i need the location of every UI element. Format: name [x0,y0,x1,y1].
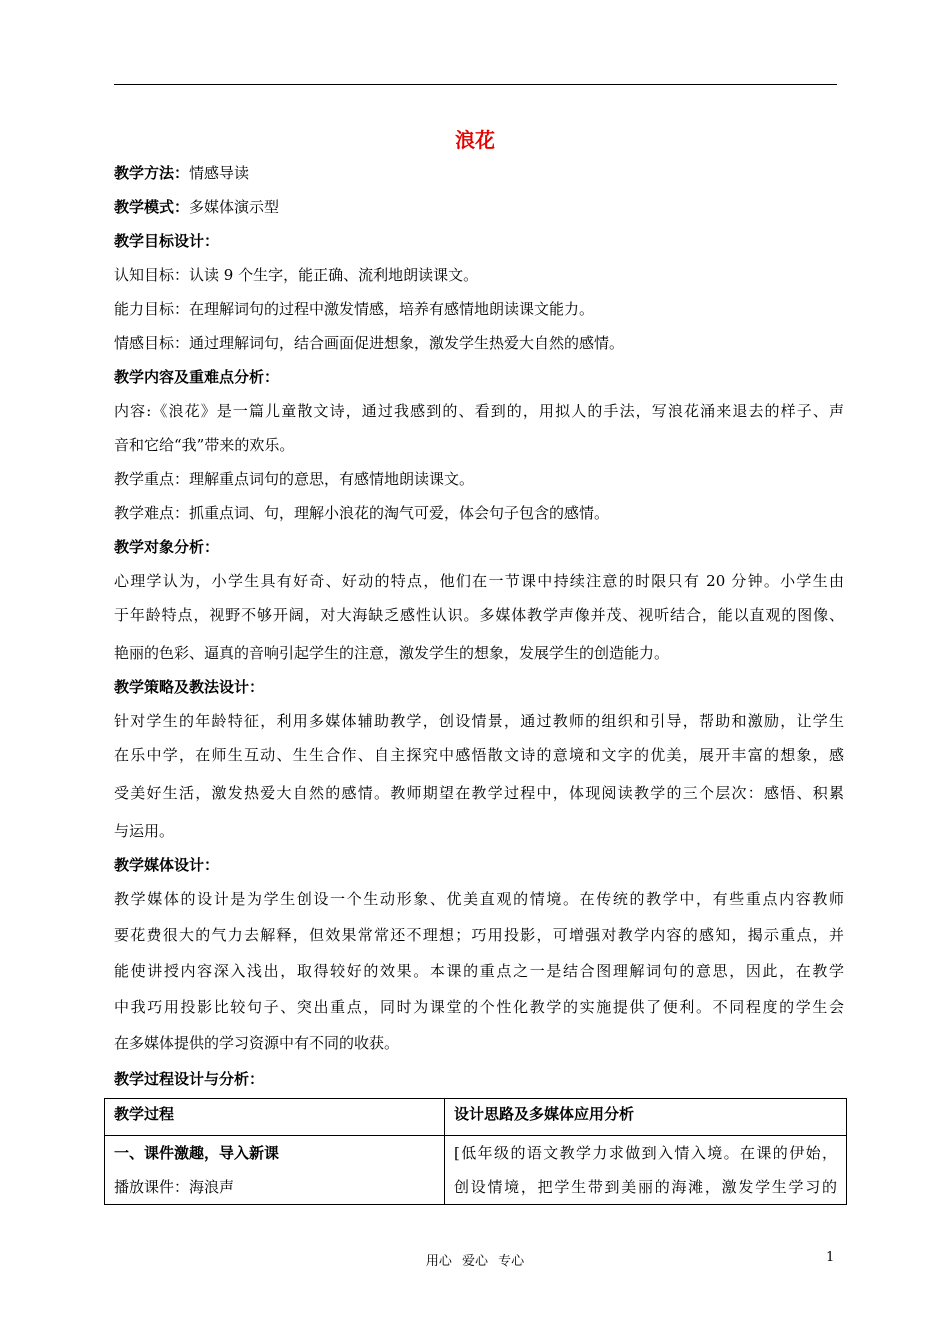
content-line: 内容:《浪花》是一篇儿童散文诗，通过我感到的、看到的，用拟人的手法，写浪花涌来退去的样子、声 [114,402,844,420]
media-line: 在多媒体提供的学习资源中有不同的收获。 [114,1034,400,1052]
content-heading: 教学内容及重难点分析： [114,368,280,386]
meta-method-value: 情感导读 [189,164,250,182]
audience-heading: 教学对象分析： [114,538,220,556]
audience-line: 艳丽的色彩、逼真的音响引起学生的注意，激发学生的想象，发展学生的创造能力。 [114,644,670,662]
content-difficulty: 教学难点：抓重点词、句，理解小浪花的淘气可爱，体会句子包含的感情。 [114,504,610,522]
process-analysis-line: [低年级的语文教学力求做到入情入境。在课的伊始， [454,1144,837,1162]
goals-heading: 教学目标设计： [114,232,220,250]
process-heading: 教学过程设计与分析： [114,1070,265,1088]
process-table [104,1098,847,1205]
process-cell-right [445,1136,847,1205]
meta-method [114,163,844,183]
audience-line: 心理学认为，小学生具有好奇、好动的特点，他们在一节课中持续注意的时限只有 20 分钟。小学生由 [114,572,844,590]
process-step-detail: 播放课件：海浪声 [114,1178,235,1196]
process-table-header-row [105,1099,847,1136]
media-heading: 教学媒体设计： [114,856,220,874]
strategy-line: 受美好生活，激发热爱大自然的感情。教师期望在教学过程中，体现阅读教学的三个层次：感悟、积累 [114,784,844,802]
process-col-header-right: 设计思路及多媒体应用分析 [445,1099,847,1136]
goals-line: 情感目标：通过理解词句，结合画面促进想象，激发学生热爱大自然的感情。 [114,334,625,352]
page-number: 1 [826,1250,835,1265]
content-key-point: 教学重点：理解重点词句的意思，有感情地朗读课文。 [114,470,475,488]
media-line: 中我巧用投影比较句子、突出重点，同时为课堂的个性化教学的实施提供了便利。不同程度的学生会 [114,998,844,1016]
strategy-line: 在乐中学，在师生互动、生生合作、自主探究中感悟散文诗的意境和文字的优美，展开丰富的想象，感 [114,746,844,764]
goals-line: 认知目标：认读 9 个生字，能正确、流利地朗读课文。 [114,266,479,284]
strategy-line: 与运用。 [114,822,175,840]
goals-line: 能力目标：在理解词句的过程中激发情感，培养有感情地朗读课文能力。 [114,300,595,318]
content-line: 音和它给“我”带来的欢乐。 [114,436,295,454]
strategy-line: 针对学生的年龄特征，利用多媒体辅助教学，创设情景，通过教师的组织和引导，帮助和激励，让学生 [114,712,844,730]
meta-mode-label: 教学模式： [114,198,190,216]
header-rule [114,84,837,85]
media-line: 能使讲授内容深入浅出，取得较好的效果。本课的重点之一是结合图理解词句的意思，因此，在教学 [114,962,844,980]
audience-line: 于年龄特点，视野不够开阔，对大海缺乏感性认识。多媒体教学声像并茂、视听结合，能以直观的图像、 [114,606,844,624]
process-table-row [105,1136,847,1205]
page-title: 浪花 [455,128,495,152]
process-cell-left [105,1136,445,1205]
process-step-title: 一、课件激趣，导入新课 [114,1144,280,1162]
media-line: 要花费很大的气力去解释，但效果常常还不理想；巧用投影，可增强对教学内容的感知，揭示重点，并 [114,926,844,944]
media-line: 教学媒体的设计是为学生创设一个生动形象、优美直观的情境。在传统的教学中，有些重点内容教师 [114,890,844,908]
meta-method-label: 教学方法： [114,164,190,182]
meta-mode [114,197,844,217]
process-col-header-left: 教学过程 [105,1099,445,1136]
meta-mode-value: 多媒体演示型 [189,198,280,216]
footer-slogan: 用心 爱心 专心 [425,1254,525,1269]
strategy-heading: 教学策略及教法设计： [114,678,265,696]
process-analysis-line: 创设情境，把学生带到美丽的海滩，激发学生学习的 [454,1178,837,1196]
